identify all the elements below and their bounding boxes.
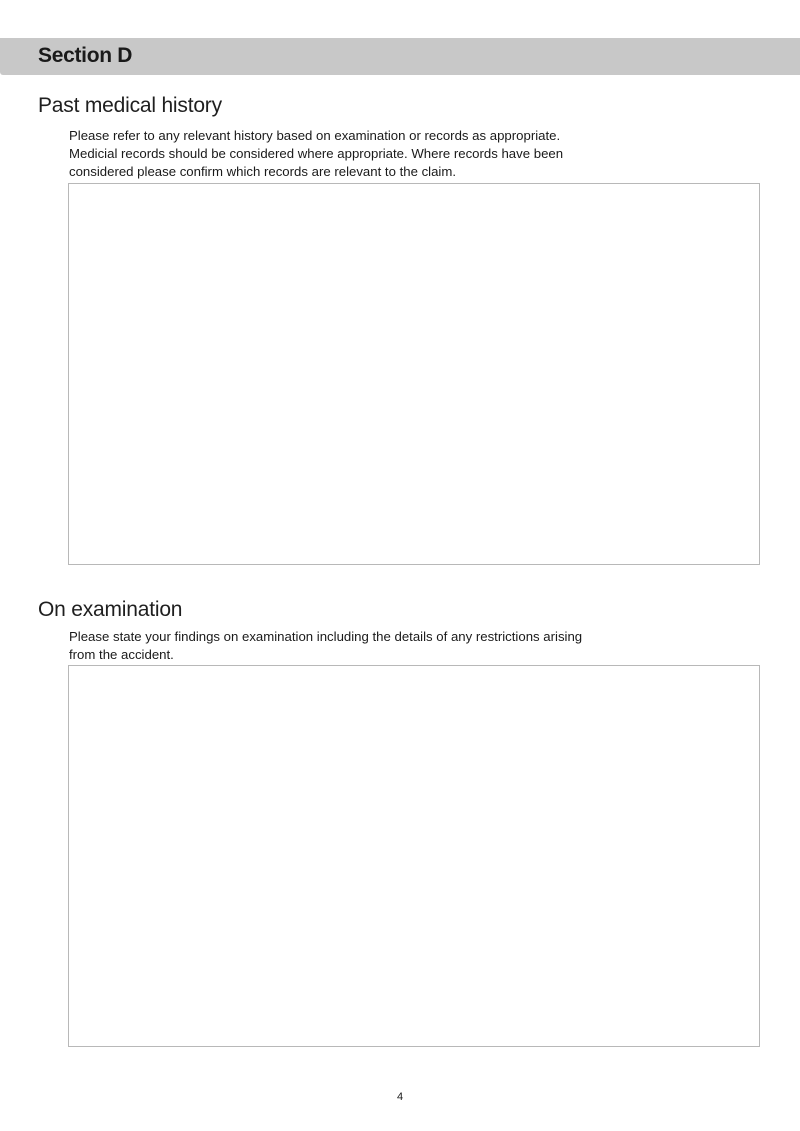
past-medical-history-instructions [69,127,669,181]
past-medical-history-field[interactable] [68,183,760,565]
instruction-line: Please state your findings on examination including the details of any restrictions arising [69,629,583,644]
section-title: Section D [38,44,133,67]
on-examination-heading: On examination [38,598,183,621]
on-examination-field[interactable] [68,665,760,1047]
instruction-line: Please refer to any relevant history based on examination or records as appropriate. [69,128,561,143]
instruction-line: considered please confirm which records are relevant to the claim. [69,164,457,179]
instruction-line: from the accident. [69,647,174,662]
on-examination-instructions [69,628,669,664]
section-header-bar [0,38,800,75]
past-medical-history-heading: Past medical history [38,94,222,117]
page-number: 4 [396,1091,404,1103]
instruction-line: Medicial records should be considered where appropriate. Where records have been [69,146,564,161]
